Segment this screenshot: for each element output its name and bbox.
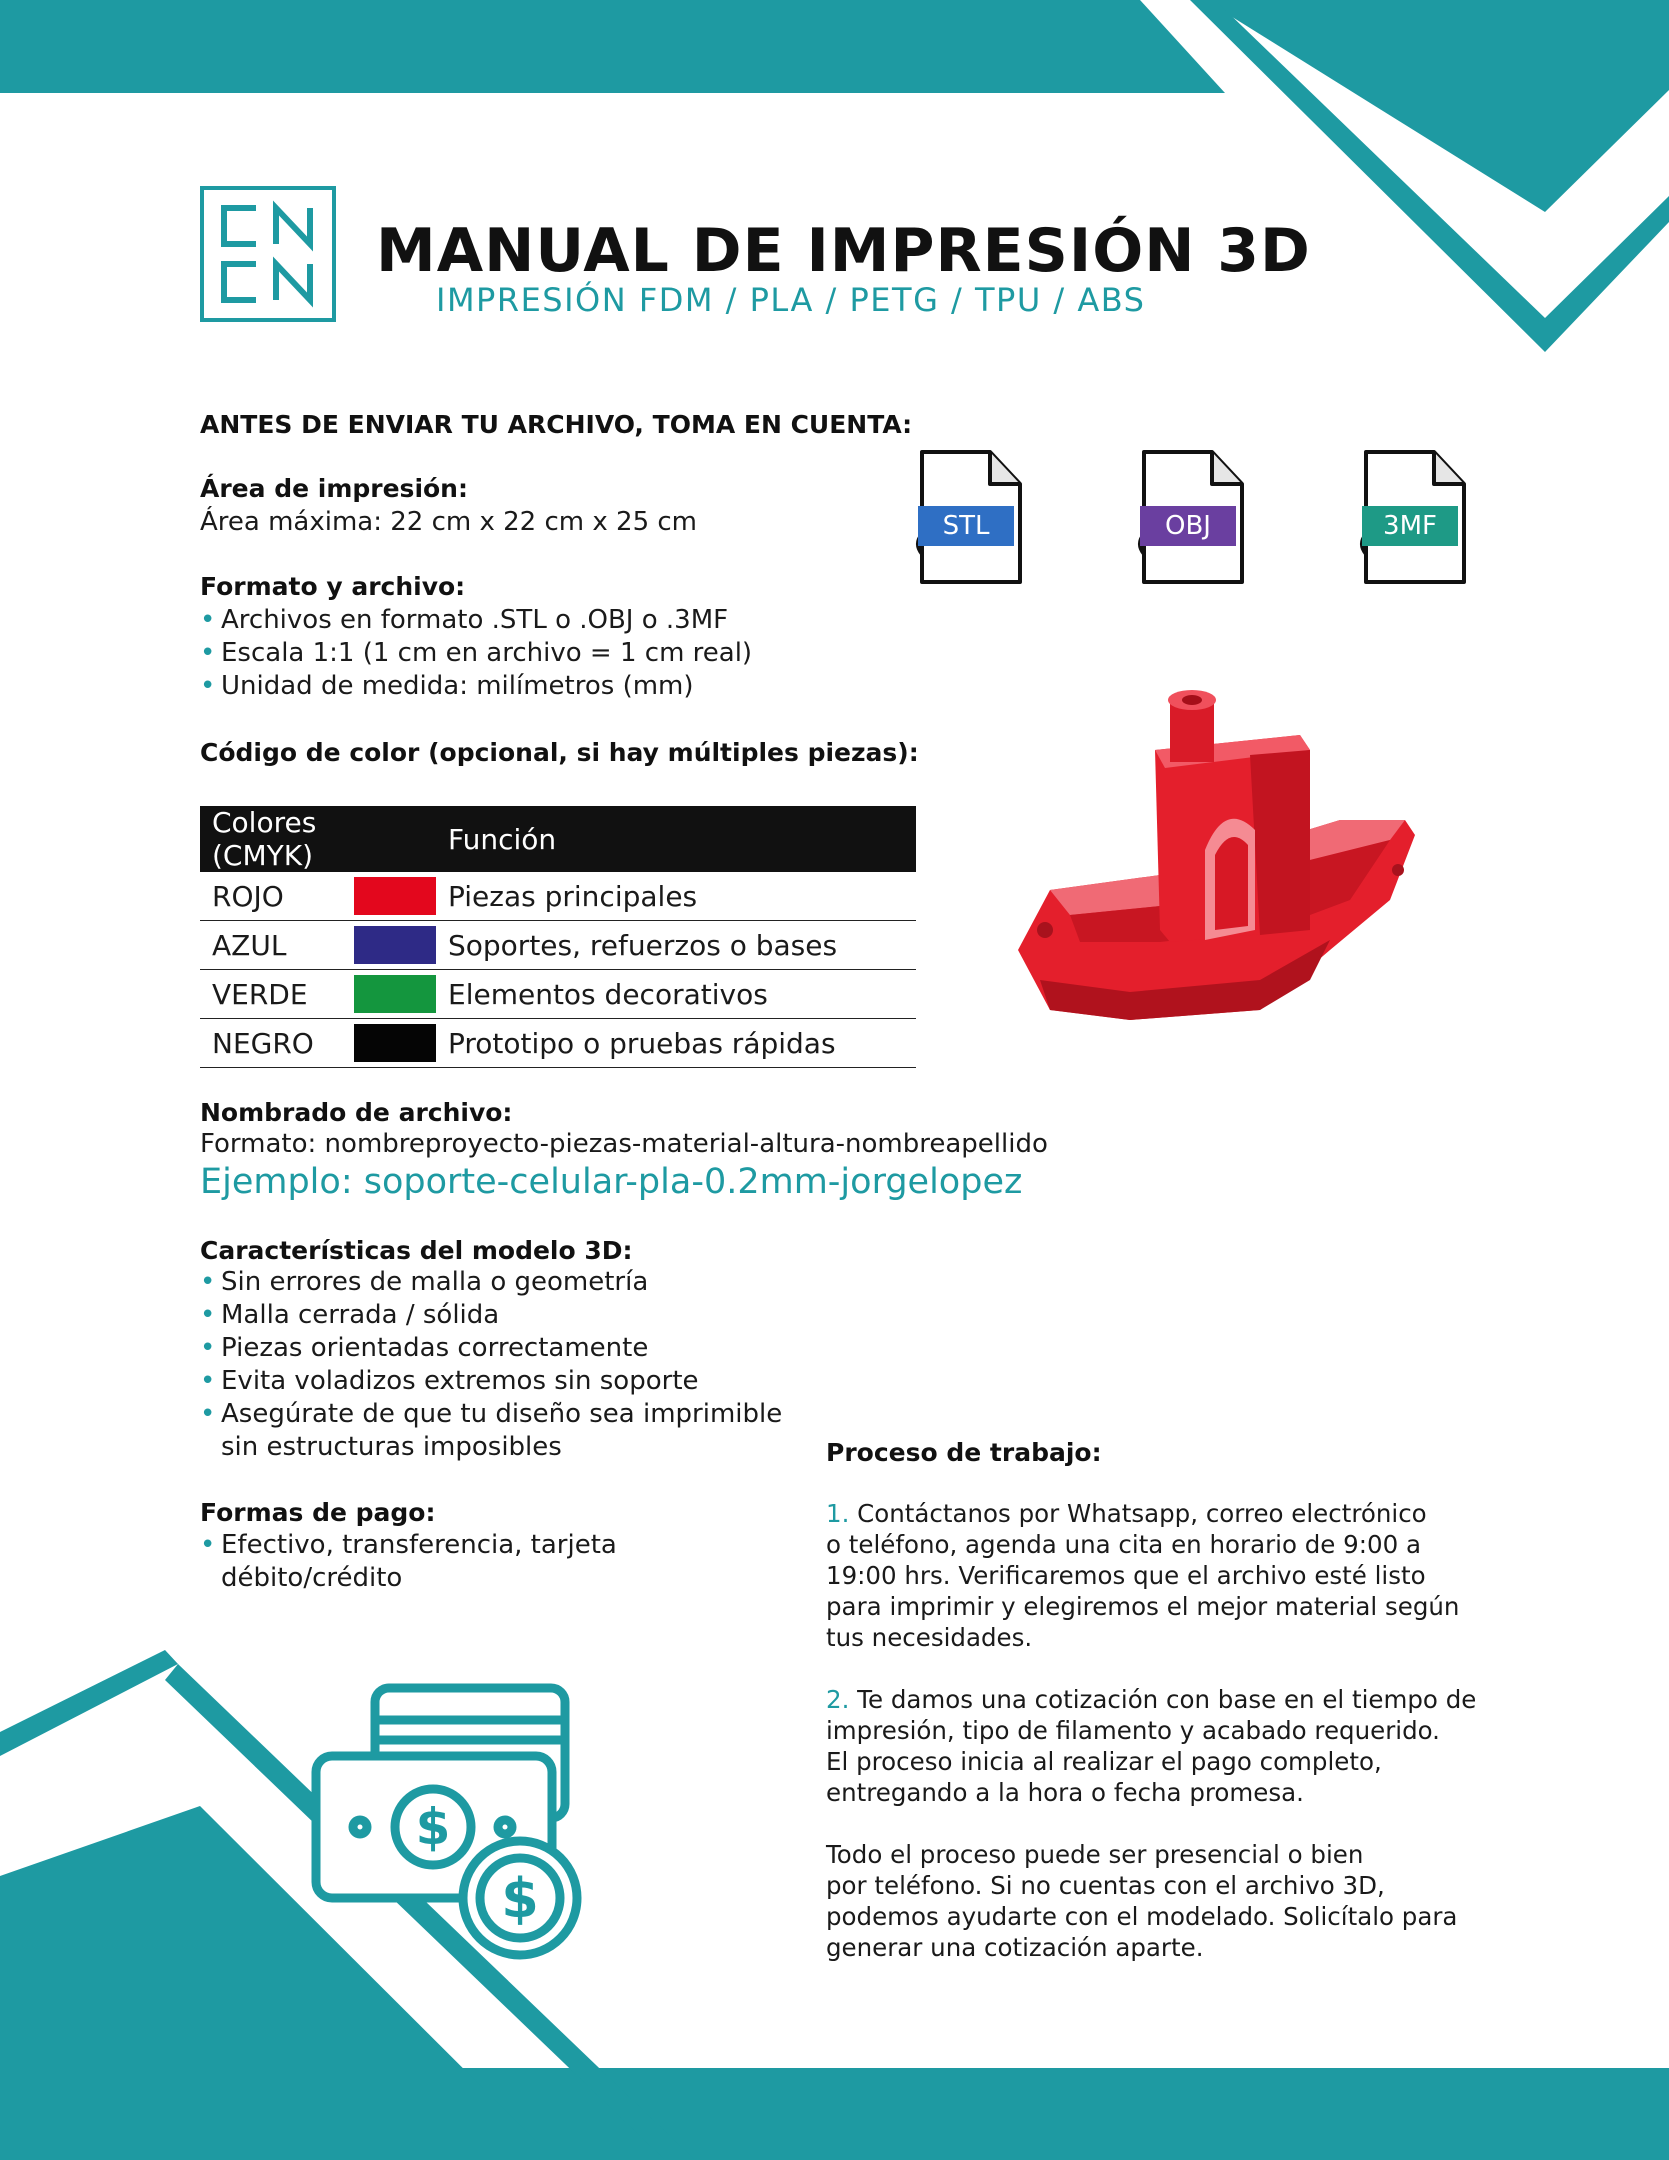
color-code-table <box>200 806 916 1068</box>
color-function: Piezas principales <box>436 872 916 921</box>
color-code-heading: Código de color (opcional, si hay múltiples piezas): <box>200 738 919 767</box>
nombrado-example: Ejemplo: soporte-celular-pla-0.2mm-jorgelopez <box>200 1162 1023 1202</box>
proceso-step-1: 1. Contáctanos por Whatsapp, correo electrónico o teléfono, agenda una cita en horario de 9:00 a 19:00 hrs. Verificaremos que el archivo esté listo para imprimir y elegiremos el mejor material según tus necesidades. <box>826 1499 1460 1652</box>
table-row <box>200 1019 916 1068</box>
table-row <box>200 872 916 921</box>
list-item: • Sin errores de malla o geometría <box>200 1267 649 1297</box>
list-item: • Piezas orientadas correctamente <box>200 1333 649 1363</box>
step-number: 1. <box>826 1499 850 1528</box>
formato-list <box>200 604 752 703</box>
area-heading: Área de impresión: <box>200 474 468 503</box>
color-swatch <box>354 1019 436 1068</box>
color-swatch <box>354 970 436 1019</box>
formato-heading: Formato y archivo: <box>200 572 466 601</box>
color-function: Soportes, refuerzos o bases <box>436 921 916 970</box>
color-swatch <box>354 921 436 970</box>
proceso-closing: Todo el proceso puede ser presencial o bien por teléfono. Si no cuentas con el archivo 3D, podemos ayudarte con el modelado. Solicítalo para generar una cotización aparte. <box>826 1840 1458 1962</box>
proceso-body <box>826 1498 1546 1994</box>
svg-text:$: $ <box>415 1798 451 1856</box>
3d-boat-illustration <box>1010 680 1430 1050</box>
proceso-step-2: 2. Te damos una cotización con base en el tiempo de impresión, tipo de filamento y acabado requerido. El proceso inicia al realizar el pago completo, entregando a la hora o fecha promesa. <box>826 1685 1477 1807</box>
pago-heading: Formas de pago: <box>200 1498 436 1527</box>
table-row <box>200 921 916 970</box>
list-item: • Evita voladizos extremos sin soporte <box>200 1366 699 1396</box>
green-swatch <box>354 975 436 1013</box>
intro-heading: ANTES DE ENVIAR TU ARCHIVO, TOMA EN CUENTA: <box>200 410 913 439</box>
page-title: MANUAL DE IMPRESIÓN 3D <box>376 216 1311 286</box>
3mf-badge: 3MF <box>1362 506 1458 546</box>
table-header <box>200 806 916 872</box>
color-function: Elementos decorativos <box>436 970 916 1019</box>
svg-text:$: $ <box>501 1867 539 1930</box>
red-swatch <box>354 877 436 915</box>
nombrado-heading: Nombrado de archivo: <box>200 1098 513 1127</box>
page-subtitle: IMPRESIÓN FDM / PLA / PETG / TPU / ABS <box>436 281 1146 319</box>
step-number: 2. <box>826 1685 850 1714</box>
proceso-heading: Proceso de trabajo: <box>826 1438 1102 1467</box>
caracteristicas-heading: Características del modelo 3D: <box>200 1236 633 1265</box>
list-item: • Escala 1:1 (1 cm en archivo = 1 cm real) <box>200 638 753 668</box>
col-function-header: Función <box>436 806 916 872</box>
payment-money-icon <box>310 1682 590 1962</box>
nombrado-format: Formato: nombreproyecto-piezas-material-altura-nombreapellido <box>200 1129 1048 1159</box>
color-name: NEGRO <box>200 1019 354 1068</box>
brand-logo <box>200 186 336 322</box>
black-swatch <box>354 1024 436 1062</box>
color-swatch <box>354 872 436 921</box>
color-name: VERDE <box>200 970 354 1019</box>
color-function: Prototipo o pruebas rápidas <box>436 1019 916 1068</box>
table-row <box>200 970 916 1019</box>
color-name: ROJO <box>200 872 354 921</box>
stl-badge: STL <box>918 506 1014 546</box>
list-item: • Asegúrate de que tu diseño sea imprimible sin estructuras imposibles <box>200 1399 783 1462</box>
list-item: • Archivos en formato .STL o .OBJ o .3MF <box>200 605 729 635</box>
list-item: • Efectivo, transferencia, tarjeta débito/crédito <box>200 1530 617 1593</box>
obj-badge: OBJ <box>1140 506 1236 546</box>
area-text: Área máxima: 22 cm x 22 cm x 25 cm <box>200 507 697 537</box>
color-name: AZUL <box>200 921 354 970</box>
pago-list <box>200 1529 617 1595</box>
list-item: • Unidad de medida: milímetros (mm) <box>200 671 694 701</box>
caracteristicas-list <box>200 1266 782 1464</box>
blue-swatch <box>354 926 436 964</box>
list-item: • Malla cerrada / sólida <box>200 1300 500 1330</box>
col-colors-header: Colores (CMYK) <box>200 806 436 872</box>
